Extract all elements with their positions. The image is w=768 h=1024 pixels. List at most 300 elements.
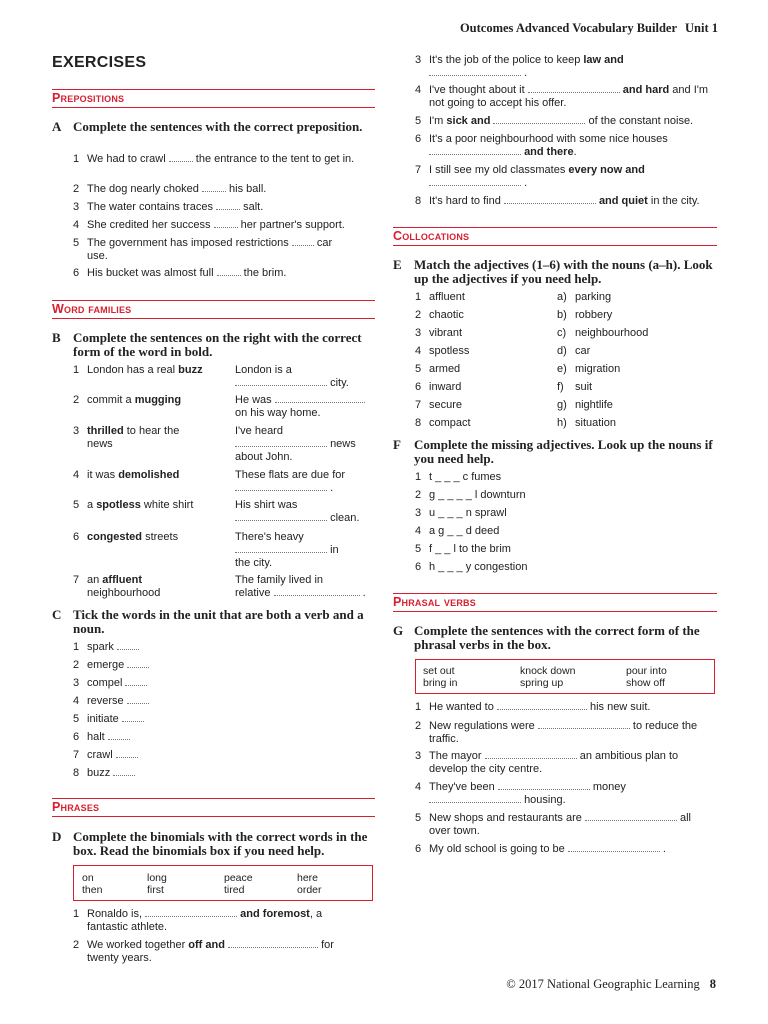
item-letter: f) (557, 381, 564, 393)
answer-blank[interactable] (169, 153, 193, 162)
answer-blank[interactable] (528, 84, 620, 93)
item-text: There's heavy (235, 531, 304, 543)
item-text: He wanted to (429, 701, 494, 713)
item-text: housing. (524, 794, 566, 806)
item-text: Ronaldo is, (87, 908, 143, 920)
tick-blank[interactable] (127, 659, 149, 668)
item-number: 6 (415, 381, 422, 393)
item-number: 5 (73, 499, 80, 511)
item-number: 1 (73, 364, 80, 376)
section-prepositions: Prepositions (52, 89, 375, 108)
list-item (73, 267, 363, 280)
exercise-f-instruction (393, 438, 717, 466)
instruction-text: Complete the sentences on the right with the correct form of the word in bold. (73, 330, 362, 359)
item-text: He was (235, 394, 272, 406)
exercise-e-instruction (393, 258, 717, 286)
word-family-answer (235, 531, 370, 557)
item-number: 1 (415, 701, 422, 713)
bold-word: and there (524, 146, 574, 158)
item-number: 4 (415, 84, 422, 96)
exercise-d-instruction (52, 830, 375, 858)
instruction-text: Complete the sentences with the correct preposition. (73, 119, 363, 134)
page-footer (506, 977, 716, 992)
page-number: 8 (709, 977, 716, 991)
word-family-prompt (73, 531, 228, 544)
item-number: 7 (73, 574, 80, 586)
page-header (460, 21, 718, 36)
adjective-item (415, 381, 545, 394)
answer-blank[interactable] (217, 267, 241, 276)
answer-blank[interactable] (568, 843, 660, 852)
answer-blank[interactable] (228, 939, 318, 948)
item-text: and I'm not going to accept his offer. (429, 84, 709, 109)
item-text: . (330, 482, 334, 494)
item-text: car (575, 345, 591, 357)
item-text: emerge (87, 659, 125, 671)
list-item (415, 750, 715, 776)
item-text: I still see my old classmates (429, 164, 569, 176)
item-text: I've heard (235, 425, 283, 437)
list-item (73, 237, 353, 263)
item-text: all over town. (429, 812, 692, 837)
item-number: 2 (73, 183, 80, 195)
item-text-wrap (87, 731, 223, 744)
adjective-item (415, 291, 545, 304)
item-text: the brim. (243, 267, 287, 279)
item-text: The mayor (429, 750, 482, 762)
item-number: 6 (73, 731, 80, 743)
box-word: then (82, 884, 103, 896)
list-item (415, 195, 715, 208)
answer-blank[interactable] (235, 377, 327, 386)
list-item (415, 507, 665, 520)
exercise-c-instruction (52, 608, 375, 636)
item-text: commit a (87, 394, 135, 406)
item-number: 1 (73, 153, 80, 165)
item-text: The water contains traces (87, 201, 213, 213)
item-text-wrap (87, 695, 223, 708)
adjective-item (415, 399, 545, 412)
list-item (73, 659, 223, 672)
item-number: 8 (415, 195, 422, 207)
item-text: h _ _ _ y congestion (429, 561, 528, 573)
item-text: . (362, 587, 366, 599)
item-text: . (524, 177, 528, 189)
answer-blank[interactable] (429, 177, 521, 186)
list-item (73, 908, 363, 934)
instruction-text: Complete the binomials with the correct words in the box. Read the binomials box if you need help. (73, 829, 368, 858)
item-text: crawl (87, 749, 113, 761)
item-text-wrap (87, 767, 223, 780)
item-text: neighbourhood (575, 327, 649, 339)
item-number: 3 (73, 677, 80, 689)
item-text: an ambitious plan to develop the city centre. (429, 750, 679, 775)
box-word: peace (224, 872, 253, 884)
list-item (73, 713, 223, 726)
item-text: on his way home. (235, 407, 321, 419)
item-text: affluent (429, 291, 465, 303)
item-number: 4 (415, 781, 422, 793)
item-text: the entrance to the tent to get in. (195, 153, 355, 165)
word-box (73, 865, 373, 901)
list-item (415, 781, 715, 807)
copyright-text: © 2017 National Geographic Learning (506, 977, 700, 991)
answer-blank[interactable] (429, 146, 521, 155)
item-text: . (662, 843, 666, 855)
item-text: clean. (330, 512, 360, 524)
item-number: 5 (73, 713, 80, 725)
item-number: 2 (73, 659, 80, 671)
exercise-a-instruction (52, 120, 375, 134)
item-text: t _ _ _ c fumes (429, 471, 502, 483)
item-text: migration (575, 363, 621, 375)
box-word: set out (423, 665, 455, 677)
item-number: 1 (73, 641, 80, 653)
item-text: New regulations were (429, 720, 535, 732)
item-number: 7 (415, 164, 422, 176)
list-item (415, 84, 715, 110)
list-item (73, 677, 223, 690)
list-item (73, 939, 363, 965)
word-family-prompt (73, 394, 223, 407)
bold-word: and quiet (598, 195, 648, 207)
item-text: a g _ _ d deed (429, 525, 500, 537)
exercise-g-instruction (393, 624, 717, 652)
list-item (415, 471, 665, 484)
item-number: 4 (73, 695, 80, 707)
list-item (415, 115, 715, 128)
tick-blank[interactable] (113, 767, 135, 776)
item-text: his new suit. (589, 701, 651, 713)
item-number: 7 (73, 749, 80, 761)
list-item (415, 164, 715, 190)
item-text: the city. (235, 557, 273, 569)
bold-word: every now and (568, 164, 645, 176)
item-number: 8 (73, 767, 80, 779)
item-text: It's a poor neighbourhood with some nice houses (429, 133, 668, 145)
item-text: The family lived in (235, 574, 324, 586)
item-text: His shirt was (235, 499, 298, 511)
item-text: g _ _ _ _ l downturn (429, 489, 526, 501)
exercise-letter: E (393, 257, 402, 272)
item-number: 5 (415, 812, 422, 824)
item-text-wrap (87, 749, 223, 762)
tick-blank[interactable] (127, 695, 149, 704)
item-text: They've been (429, 781, 495, 793)
adjective-item (415, 327, 545, 340)
item-text: to hear the news (87, 425, 180, 450)
item-number: 6 (415, 843, 422, 855)
tick-blank[interactable] (108, 731, 130, 740)
item-text: We worked together (87, 939, 189, 951)
item-text: nightlife (575, 399, 613, 411)
answer-blank[interactable] (485, 750, 577, 759)
item-number: 3 (73, 201, 80, 213)
item-text: car use. (87, 237, 333, 262)
item-number: 2 (415, 489, 422, 501)
item-text: It's hard to find (429, 195, 501, 207)
noun-item (557, 345, 707, 358)
exercise-letter: G (393, 623, 404, 638)
word-family-answer-cont (235, 557, 370, 570)
box-word: long (147, 872, 167, 884)
word-family-answer (235, 364, 370, 390)
answer-blank[interactable] (235, 544, 327, 553)
item-text: reverse (87, 695, 124, 707)
answer-blank[interactable] (292, 237, 314, 246)
answer-blank[interactable] (274, 587, 360, 596)
list-item (415, 489, 665, 502)
adjective-item (415, 345, 545, 358)
item-number: 5 (415, 115, 422, 127)
bold-word: off and (188, 939, 225, 951)
item-text: city. (330, 377, 349, 389)
noun-item (557, 309, 707, 322)
item-text: news about John. (235, 438, 356, 463)
item-text: New shops and restaurants are (429, 812, 582, 824)
item-text: money (592, 781, 626, 793)
item-text: I've thought about it (429, 84, 525, 96)
tick-blank[interactable] (122, 713, 144, 722)
answer-blank[interactable] (235, 512, 327, 521)
item-text: compact (429, 417, 471, 429)
item-text: a (87, 499, 97, 511)
item-letter: a) (557, 291, 567, 303)
item-number: 4 (415, 345, 422, 357)
item-text: London is a (235, 364, 292, 376)
list-item (73, 219, 368, 232)
list-item (415, 54, 715, 80)
item-letter: b) (557, 309, 567, 321)
item-number: 6 (415, 133, 422, 145)
item-text: initiate (87, 713, 119, 725)
list-item (73, 153, 363, 166)
item-text: to reduce the traffic. (429, 720, 698, 745)
item-number: 1 (73, 908, 80, 920)
item-number: 7 (415, 399, 422, 411)
answer-blank[interactable] (538, 720, 630, 729)
word-family-answer (235, 499, 370, 525)
bold-word: spotless (96, 499, 141, 511)
item-letter: d) (557, 345, 567, 357)
exercise-letter: F (393, 437, 401, 452)
item-number: 1 (415, 471, 422, 483)
item-text-wrap (87, 713, 223, 726)
bold-word: demolished (118, 469, 180, 481)
item-letter: e) (557, 363, 567, 375)
answer-blank[interactable] (429, 794, 521, 803)
word-family-answer (235, 425, 370, 464)
item-text: his ball. (229, 183, 267, 195)
item-number: 5 (73, 237, 80, 249)
item-number: 3 (415, 507, 422, 519)
instruction-text: Complete the missing adjectives. Look up the nouns if you need help. (414, 437, 713, 466)
list-item (415, 843, 715, 856)
list-item (73, 183, 363, 196)
bold-word: affluent (102, 574, 143, 586)
word-family-prompt (73, 574, 228, 600)
answer-blank[interactable] (429, 67, 521, 76)
item-number: 2 (73, 939, 80, 951)
list-item (415, 720, 715, 746)
item-text: spark (87, 641, 114, 653)
item-text: suit (575, 381, 593, 393)
item-text: relative (235, 587, 271, 599)
item-number: 4 (73, 469, 80, 481)
bold-word: buzz (178, 364, 203, 376)
item-text: f _ _ l to the brim (429, 543, 511, 555)
list-item (73, 767, 223, 780)
list-item (73, 731, 223, 744)
tick-blank[interactable] (117, 641, 139, 650)
exercise-letter: B (52, 330, 61, 345)
item-number: 6 (73, 267, 80, 279)
list-item (415, 701, 715, 714)
list-item (415, 561, 665, 574)
box-word: tired (224, 884, 245, 896)
answer-blank[interactable] (497, 701, 587, 710)
answer-blank[interactable] (585, 812, 677, 821)
exercise-b-instruction (52, 331, 375, 359)
item-number: 6 (415, 561, 422, 573)
item-text: spotless (429, 345, 470, 357)
item-number: 2 (73, 394, 80, 406)
list-item (73, 201, 363, 214)
answer-blank[interactable] (235, 438, 327, 447)
item-text: compel (87, 677, 123, 689)
noun-item (557, 381, 707, 394)
section-collocations: Collocations (393, 227, 717, 246)
item-letter: c) (557, 327, 567, 339)
item-number: 4 (415, 525, 422, 537)
bold-word: and hard (622, 84, 670, 96)
list-item (73, 641, 223, 654)
list-item (415, 543, 665, 556)
item-text: . (573, 146, 577, 158)
item-number: 3 (415, 750, 422, 762)
item-text: She credited her success (87, 219, 211, 231)
item-text: chaotic (429, 309, 464, 321)
item-text: His bucket was almost full (87, 267, 214, 279)
item-text-wrap (87, 659, 223, 672)
noun-item (557, 291, 707, 304)
item-text: an (87, 574, 103, 586)
item-number: 3 (415, 327, 422, 339)
item-text: buzz (87, 767, 111, 779)
item-text: white shirt (140, 499, 194, 511)
item-text: u _ _ _ n sprawl (429, 507, 507, 519)
item-text: halt (87, 731, 105, 743)
adjective-item (415, 417, 545, 430)
noun-item (557, 363, 707, 376)
exercise-letter: C (52, 607, 62, 622)
section-phrases: Phrases (52, 798, 375, 817)
list-item (415, 525, 665, 538)
answer-blank[interactable] (275, 394, 365, 403)
box-word: on (82, 872, 94, 884)
adjective-item (415, 363, 545, 376)
item-letter: g) (557, 399, 567, 411)
answer-blank[interactable] (504, 195, 596, 204)
box-word: order (297, 884, 322, 896)
item-text-wrap (87, 677, 223, 690)
item-text: it was (87, 469, 119, 481)
item-text: London has a real (87, 364, 179, 376)
word-family-answer (235, 574, 375, 600)
answer-blank[interactable] (145, 908, 237, 917)
answer-blank[interactable] (214, 219, 238, 228)
item-letter: h) (557, 417, 567, 429)
book-title: Outcomes Advanced Vocabulary Builder (459, 21, 677, 35)
answer-blank[interactable] (202, 183, 226, 192)
item-text: in the city. (647, 195, 700, 207)
word-family-prompt (73, 469, 223, 482)
word-family-prompt (73, 499, 228, 512)
tick-blank[interactable] (116, 749, 138, 758)
bold-word: and foremost (240, 908, 310, 920)
tick-blank[interactable] (125, 677, 147, 686)
item-text: of the constant noise. (588, 115, 694, 127)
instruction-text: Match the adjectives (1–6) with the nouns (a–h). Look up the adjectives if you need help. (414, 257, 713, 286)
item-text: situation (575, 417, 616, 429)
item-text: vibrant (429, 327, 463, 339)
noun-item (557, 327, 707, 340)
item-number: 1 (415, 291, 422, 303)
answer-blank[interactable] (493, 115, 585, 124)
bold-word: law and (583, 54, 624, 66)
item-number: 2 (415, 720, 422, 732)
word-family-prompt (73, 425, 223, 451)
answer-blank[interactable] (216, 201, 240, 210)
word-family-prompt (73, 364, 223, 377)
list-item (415, 133, 715, 159)
exercise-letter: A (52, 119, 62, 134)
item-number: 3 (73, 425, 80, 437)
adjective-item (415, 309, 545, 322)
unit-label: Unit 1 (685, 21, 718, 35)
list-item (73, 749, 223, 762)
section-word-families: Word families (52, 300, 375, 319)
item-text: her partner's support. (240, 219, 345, 231)
instruction-text: Complete the sentences with the correct form of the phrasal verbs in the box. (414, 623, 700, 652)
page-title: EXERCISES (52, 54, 147, 71)
item-text: These flats are due for (235, 469, 346, 481)
box-word: show off (626, 677, 665, 689)
item-text: parking (575, 291, 612, 303)
item-number: 3 (415, 54, 422, 66)
answer-blank[interactable] (235, 482, 327, 491)
item-text: inward (429, 381, 462, 393)
answer-blank[interactable] (498, 781, 590, 790)
item-text: armed (429, 363, 461, 375)
exercise-letter: D (52, 829, 62, 844)
bold-word: mugging (134, 394, 182, 406)
item-number: 2 (415, 309, 422, 321)
list-item (73, 695, 223, 708)
item-text: I'm (429, 115, 447, 127)
word-family-answer (235, 394, 375, 420)
item-number: 5 (415, 543, 422, 555)
word-family-answer (235, 469, 370, 495)
item-text: It's the job of the police to keep (429, 54, 584, 66)
box-word: spring up (520, 677, 564, 689)
noun-item (557, 399, 707, 412)
item-text: , a fantastic athlete. (87, 908, 323, 933)
item-text: robbery (575, 309, 613, 321)
item-number: 6 (73, 531, 80, 543)
instruction-text: Tick the words in the unit that are both a verb and a noun. (73, 607, 364, 636)
section-phrasal-verbs: Phrasal verbs (393, 593, 717, 612)
